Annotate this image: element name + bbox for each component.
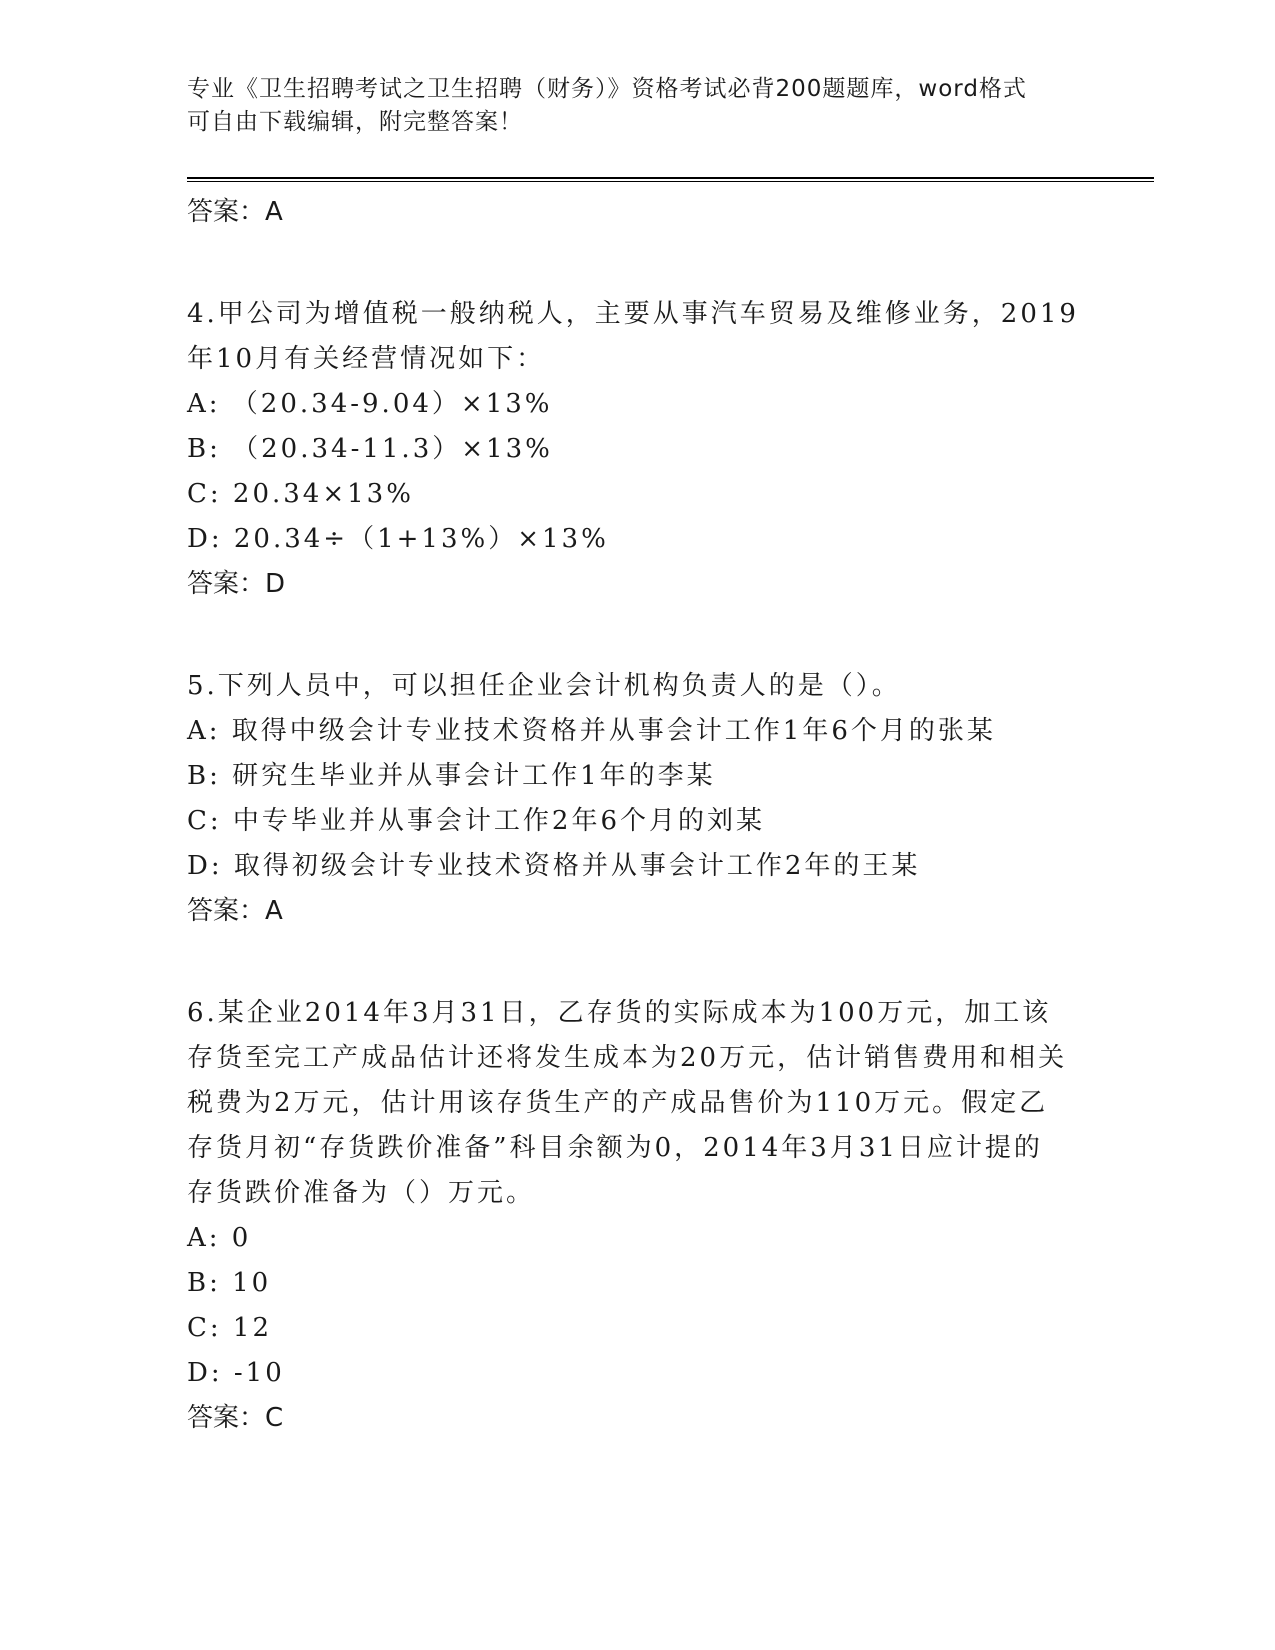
question-block [187,991,1147,1440]
option-d: D: 取得初级会计专业技术资格并从事会计工作2年的王某 [187,851,921,881]
option-d: D: -10 [187,1358,285,1388]
question-stem [187,292,1087,382]
stem-line: 存货月初“存货跌价准备”科目余额为0，2014年3月31日应计提的 [187,1133,1043,1163]
stem-line: 税费为2万元，估计用该存货生产的产成品售价为110万元。假定乙 [187,1088,1049,1118]
question-block [187,292,1147,606]
option-a: A: 0 [187,1223,252,1253]
spacer [187,933,1147,991]
stem-line: 存货跌价准备为（）万元。 [187,1178,536,1208]
question-block [187,664,1147,933]
stem-line: 年10月有关经营情况如下： [187,344,546,374]
option-a: A: （20.34-9.04）×13% [187,389,553,419]
stem-line: 6.某企业2014年3月31日，乙存货的实际成本为100万元，加工该 [187,998,1052,1028]
option-c: C: 中专毕业并从事会计工作2年6个月的刘某 [187,806,766,836]
answer-line: 答案：C [187,1403,284,1433]
question-list [187,190,1147,1440]
option-d: D: 20.34÷（1+13%）×13% [187,524,609,554]
option-b: B: 10 [187,1268,272,1298]
answer-line: 答案：A [187,197,283,227]
spacer [187,234,1147,292]
stem-line: 5.下列人员中，可以担任企业会计机构负责人的是（）。 [187,671,901,701]
option-b: B: （20.34-11.3）×13% [187,434,553,464]
option-b: B: 研究生毕业并从事会计工作1年的李某 [187,761,716,791]
answer-line: 答案：A [187,896,283,926]
header-line-2: 可自由下载编辑，附完整答案！ [187,109,523,135]
option-a: A: 取得中级会计专业技术资格并从事会计工作1年6个月的张某 [187,716,996,746]
spacer [187,606,1147,664]
option-c: C: 20.34×13% [187,479,414,509]
answer-line: 答案：D [187,569,286,599]
option-c: C: 12 [187,1313,273,1343]
document-header [187,73,1087,139]
stem-line: 存货至完工产成品估计还将发生成本为20万元，估计销售费用和相关 [187,1043,1068,1073]
stem-line: 4.甲公司为增值税一般纳税人，主要从事汽车贸易及维修业务，2019 [187,299,1079,329]
header-line-1: 专业《卫生招聘考试之卫生招聘（财务）》资格考试必背200题题库，word格式 [187,76,1027,102]
question-stem [187,664,1087,709]
question-stem [187,991,1087,1216]
header-divider [187,177,1154,182]
